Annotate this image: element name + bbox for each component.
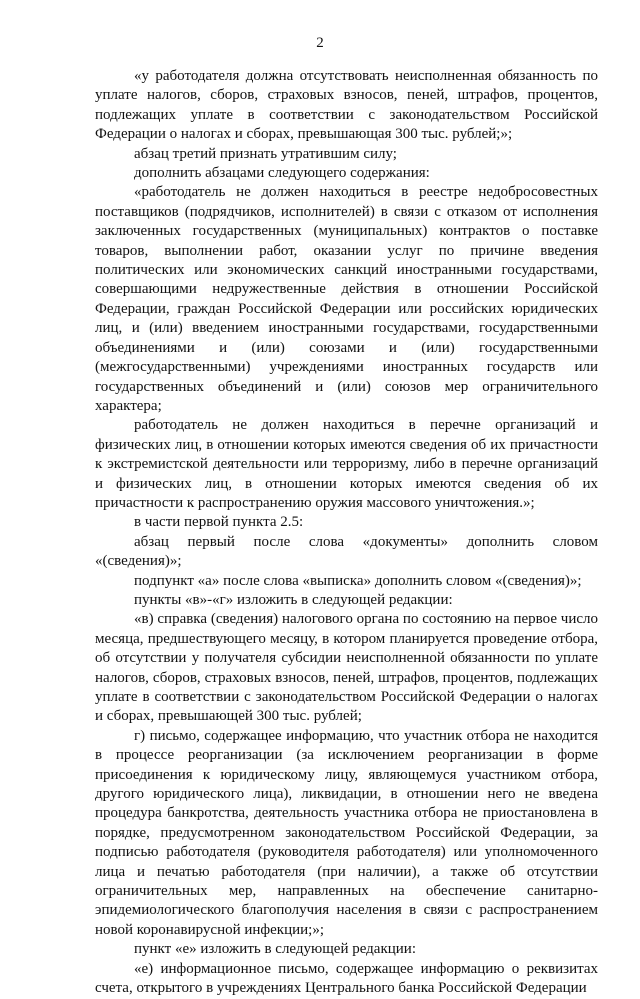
paragraph-13: «е) информационное письмо, содержащее информацию о реквизитах счета, открытого в учреждениях Центрального банка Российской Федерации bbox=[95, 960, 598, 997]
paragraph-7: абзац первый после слова «документы» дополнить словом «(сведения)»; bbox=[95, 533, 598, 570]
paragraph-5: работодатель не должен находиться в перечне организаций и физических лиц, в отношении которых имеются сведения об их причастности к экстремистской деятельности или терроризму, либо в перечне организаций и физических лиц, в отношении которых имеются сведения об их причастности к распространению оружия массового уничтожения.»; bbox=[95, 417, 598, 511]
page-number: 2 bbox=[316, 35, 324, 51]
paragraph-6: в части первой пункта 2.5: bbox=[134, 514, 304, 531]
paragraph-10: «в) справка (сведения) налогового органа по состоянию на первое число месяца, предшествующего месяцу, в котором планируется проведение отбора, об отсутствии у получателя субсидии неисполненной обязанности по уплате налогов, сборов, страховых взносов, пеней, штрафов, процентов, подлежащих уплате в соответствии с законодательством Российской Федерации о налогах и сборах, превышающей 300 тыс. рублей; bbox=[95, 611, 598, 725]
paragraph-9: пункты «в»-«г» изложить в следующей редакции: bbox=[134, 591, 453, 608]
paragraph-11: г) письмо, содержащее информацию, что участник отбора не находится в процессе реорганизации (за исключением реорганизации в форме присоединения к юридическому лицу, являющемуся участником отбора, другого юридического лица), ликвидации, в отношении него не введена процедура банкротства, деятельность участника отбора не приостановлена в порядке, предусмотренном законодательством Российской Федерации, за подписью работодателя (руководителя работодателя) или уполномоченного лица и печатью работодателя (при наличии), а также об отсутствии ограничительных мер, направленных на обеспечение санитарно-эпидемиологического благополучия населения в связи с распространением новой коронавирусной инфекции;»; bbox=[95, 727, 598, 938]
paragraph-8: подпункт «а» после слова «выписка» дополнить словом «(сведения)»; bbox=[134, 572, 582, 589]
paragraph-12: пункт «е» изложить в следующей редакции: bbox=[134, 941, 417, 958]
paragraph-4: «работодатель не должен находиться в реестре недобросовестных поставщиков (подрядчиков, исполнителей) в связи с отказом от исполнения заключенных государственных (муниципальных) контрактов о поставке товаров, выполнении работ, оказании услуг по причине введения политических или экономических санкций иностранными государствами, совершающими недружественные действия в отношении Российской Федерации, граждан Российской Федерации или российских юридических лиц, и (или) введением иностранными государствами, государственными объединениями и (или) союзами и (или) государственными (межгосударственными) учреждениями иностранных государств или государственных объединений и (или) союзов мер ограничительного характера; bbox=[95, 184, 598, 414]
paragraph-3: дополнить абзацами следующего содержания: bbox=[134, 165, 430, 182]
paragraph-2: абзац третий признать утратившим силу; bbox=[134, 145, 397, 162]
document-body bbox=[95, 67, 598, 999]
paragraph-1: «у работодателя должна отсутствовать неисполненная обязанность по уплате налогов, сборов, страховых взносов, пеней, штрафов, процентов, подлежащих уплате в соответствии с законодательством Российской Федерации о налогах и сборах, превышающая 300 тыс. рублей;»; bbox=[95, 68, 598, 143]
